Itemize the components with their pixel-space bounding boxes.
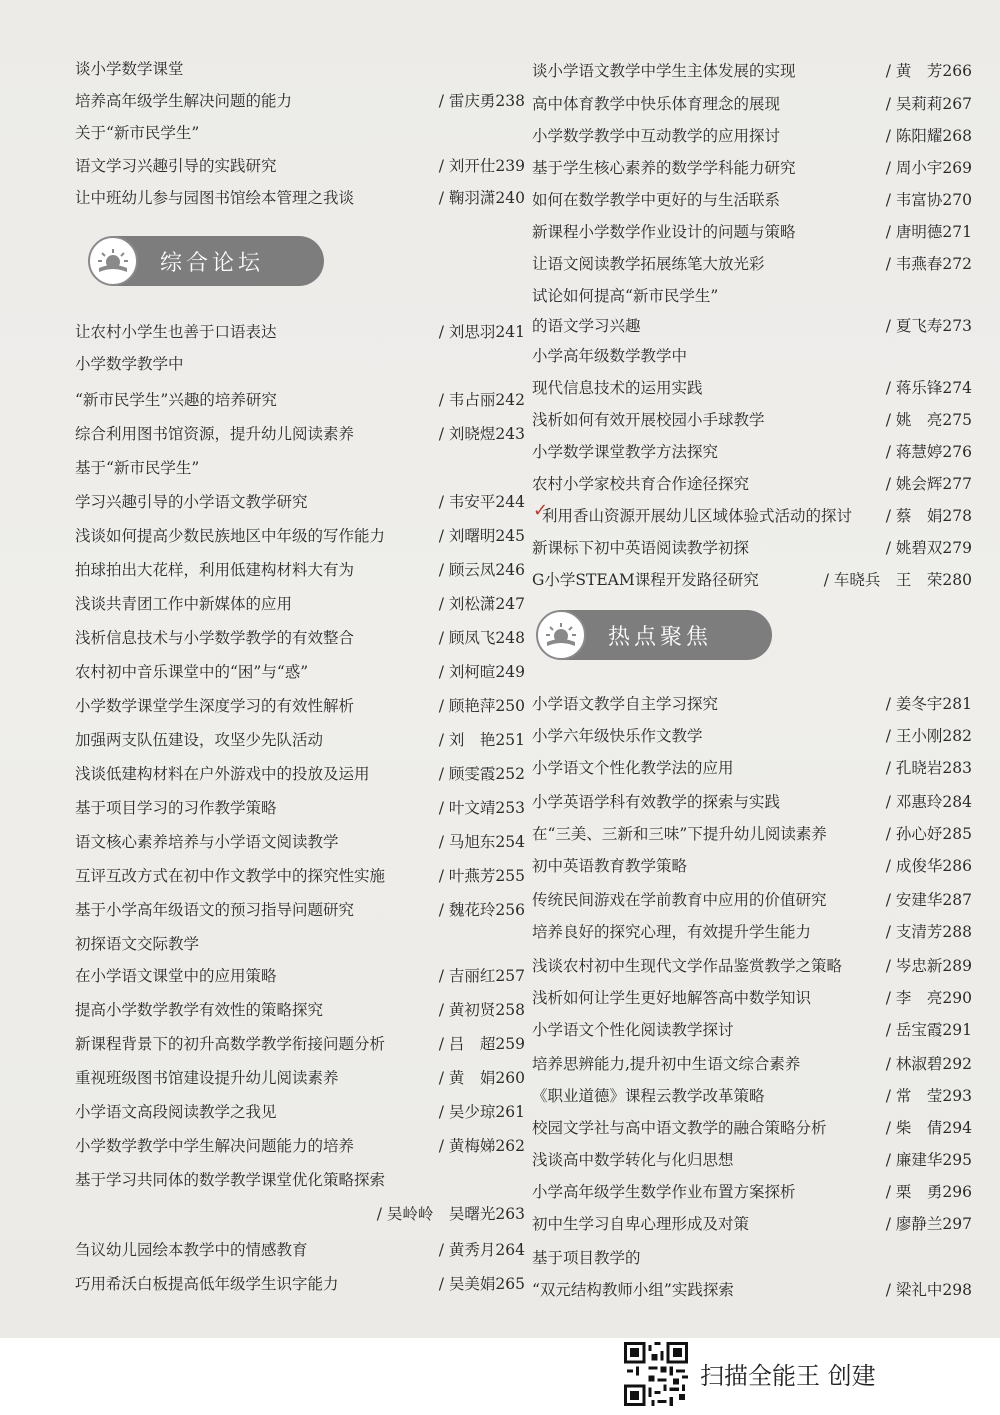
toc-entry — [75, 1268, 525, 1298]
entry-author-page: / 顾凤飞248 — [438, 629, 525, 647]
entry-title: 刍议幼儿园绘本教学中的情感教育 — [75, 1241, 308, 1259]
entry-author-page: / 韦燕春272 — [885, 255, 972, 273]
entry-title: 试论如何提高“新市民学生” — [532, 287, 719, 305]
entry-title: 让农村小学生也善于口语表达 — [75, 323, 277, 341]
entry-author-page: / 吉丽红257 — [438, 967, 525, 985]
toc-entry — [75, 150, 525, 180]
entry-title: 校园文学社与高中语文教学的融合策略分析 — [532, 1119, 827, 1137]
entry-title: 互评互改方式在初中作文教学中的探究性实施 — [75, 867, 386, 885]
entry-title: “新市民学生”兴趣的培养研究 — [75, 391, 277, 409]
entry-author-page: / 李 亮290 — [885, 989, 972, 1007]
entry-author-page: / 柴 倩294 — [885, 1119, 972, 1137]
toc-entry — [75, 1164, 525, 1194]
entry-title: 语文学习兴趣引导的实践研究 — [75, 157, 277, 175]
entry-author-page: / 周小宇269 — [885, 159, 972, 177]
entry-author-page: / 安建华287 — [885, 891, 972, 909]
toc-entry — [532, 310, 972, 340]
entry-title: 基于项目教学的 — [532, 1249, 641, 1267]
entry-title: 让中班幼儿参与园图书馆绘本管理之我谈 — [75, 189, 355, 207]
toc-entry — [532, 950, 972, 980]
check-mark: ✓ — [533, 500, 549, 521]
entry-author-page: / 韦占丽242 — [438, 391, 525, 409]
entry-author-page: / 黄 芳266 — [885, 62, 972, 80]
toc-entry — [532, 1080, 972, 1110]
toc-entry — [75, 1234, 525, 1264]
toc-entry — [532, 916, 972, 946]
entry-title: 小学高年级学生数学作业布置方案探析 — [532, 1183, 796, 1201]
entry-title: 重视班级图书馆建设提升幼儿阅读素养 — [75, 1069, 339, 1087]
entry-title: 综合利用图书馆资源，提升幼儿阅读素养 — [75, 425, 355, 443]
entry-title: 基于学习共同体的数学教学课堂优化策略探索 — [75, 1171, 386, 1189]
entry-title: 谈小学语文教学中学生主体发展的实现 — [532, 62, 796, 80]
toc-entry — [75, 960, 525, 990]
entry-title: 加强两支队伍建设，攻坚少先队活动 — [75, 731, 324, 749]
entry-author-page: / 顾雯霞252 — [438, 765, 525, 783]
entry-title: 初中生学习自卑心理形成及对策 — [532, 1215, 750, 1233]
entry-author-page: / 马旭东254 — [438, 833, 525, 851]
entry-author-page: / 夏飞寿273 — [885, 317, 972, 335]
entry-title: 小学数学课堂教学方法探究 — [532, 443, 719, 461]
entry-author-page: / 刘开仕239 — [438, 157, 525, 175]
entry-author-page: / 顾云凤246 — [438, 561, 525, 579]
entry-author-page: / 廉建华295 — [885, 1151, 972, 1169]
toc-entry — [75, 348, 525, 378]
entry-author-page: / 黄 娟260 — [438, 1069, 525, 1087]
toc-entry — [75, 894, 525, 924]
entry-title: 浅析如何让学生更好地解答高中数学知识 — [532, 989, 812, 1007]
entry-author-page: / 蔡 娟278 — [885, 507, 972, 525]
entry-title: 提高小学数学教学有效性的策略探究 — [75, 1001, 324, 1019]
entry-title: 小学数学教学中互动教学的应用探讨 — [532, 127, 781, 145]
entry-author-page: / 刘曙明245 — [438, 527, 525, 545]
entry-title: 浅析如何有效开展校园小手球教学 — [532, 411, 765, 429]
entry-author-page: / 蒋慧婷276 — [885, 443, 972, 461]
entry-author-page: / 姚会辉277 — [885, 475, 972, 493]
toc-entry — [75, 1062, 525, 1092]
entry-title: 基于小学高年级语文的预习指导问题研究 — [75, 901, 355, 919]
entry-title: 培养思辨能力,提升初中生语文综合素养 — [532, 1055, 801, 1073]
entry-title: 关于“新市民学生” — [75, 124, 200, 142]
entry-author-page: / 雷庆勇238 — [438, 92, 525, 110]
entry-author-page: / 岳宝霞291 — [885, 1021, 972, 1039]
toc-entry — [532, 88, 972, 118]
toc-entry — [532, 720, 972, 750]
entry-title: 巧用希沃白板提高低年级学生识字能力 — [75, 1275, 339, 1293]
entry-author-page: / 刘思羽241 — [438, 323, 525, 341]
scanner-watermark: 扫描全能王 创建 — [700, 1362, 876, 1390]
toc-entry — [75, 316, 525, 346]
entry-author-page: / 岑忠新289 — [885, 957, 972, 975]
entry-author-page: / 车晓兵 王 荣280 — [823, 571, 972, 589]
entry-title: 新课程背景下的初升高数学教学衔接问题分析 — [75, 1035, 386, 1053]
toc-entry — [532, 184, 972, 214]
entry-title: 《职业道德》课程云教学改革策略 — [532, 1087, 765, 1105]
entry-title: 如何在数学教学中更好的与生活联系 — [532, 191, 781, 209]
entry-title: 谈小学数学课堂 — [75, 60, 184, 78]
entry-title: 小学六年级快乐作文教学 — [532, 727, 703, 745]
entry-title: 小学语文个性化教学法的应用 — [532, 759, 734, 777]
toc-entry — [75, 588, 525, 618]
entry-author-page: / 蒋乐锋274 — [885, 379, 972, 397]
toc-entry — [532, 1144, 972, 1174]
entry-title: 新课程小学数学作业设计的问题与策略 — [532, 223, 796, 241]
toc-entry — [75, 182, 525, 212]
entry-author-page: / 姜冬宇281 — [885, 695, 972, 713]
toc-entry — [532, 1274, 972, 1304]
entry-title: 语文核心素养培养与小学语文阅读教学 — [75, 833, 339, 851]
toc-entry — [532, 120, 972, 150]
entry-author-page: / 支清芳288 — [885, 923, 972, 941]
entry-author-page: / 吴少琼261 — [438, 1103, 525, 1121]
entry-author-page: / 鞠羽潇240 — [438, 189, 525, 207]
entry-title: 小学语文个性化阅读教学探讨 — [532, 1021, 734, 1039]
toc-entry — [75, 53, 525, 83]
entry-author-page: / 成俊华286 — [885, 857, 972, 875]
toc-entry — [75, 554, 525, 584]
entry-title: 新课标下初中英语阅读教学初探 — [532, 539, 750, 557]
toc-entry — [532, 884, 972, 914]
entry-author-page: / 邓惠玲284 — [885, 793, 972, 811]
entry-author-page: / 刘松潇247 — [438, 595, 525, 613]
toc-entry — [75, 1028, 525, 1058]
entry-title: 小学语文教学自主学习探究 — [532, 695, 719, 713]
entry-author-page: / 魏花玲256 — [438, 901, 525, 919]
entry-title: G小学STEAM课程开发路径研究 — [532, 571, 759, 589]
toc-entry — [532, 55, 972, 85]
entry-title: 利用香山资源开展幼儿区域体验式活动的探讨 — [542, 507, 853, 525]
toc-entry — [75, 117, 525, 147]
entry-title: 小学高年级数学教学中 — [532, 347, 688, 365]
toc-entry — [532, 468, 972, 498]
toc-entry — [75, 928, 525, 958]
toc-entry — [75, 792, 525, 822]
entry-author-page: / 顾艳萍250 — [438, 697, 525, 715]
toc-entry — [532, 818, 972, 848]
entry-title: “双元结构教师小组”实践探索 — [532, 1281, 734, 1299]
entry-author-page: / 廖静兰297 — [885, 1215, 972, 1233]
toc-entry — [75, 758, 525, 788]
toc-entry — [532, 1014, 972, 1044]
toc-entry — [532, 1242, 972, 1272]
toc-entry — [75, 622, 525, 652]
entry-author-page: / 刘 艳251 — [438, 731, 525, 749]
entry-title: 拍球拍出大花样，利用低建构材料大有为 — [75, 561, 355, 579]
toc-entry — [532, 564, 972, 594]
section-banner-left — [92, 236, 324, 286]
entry-author-page: / 孙心妤285 — [885, 825, 972, 843]
entry-author-page: / 叶文靖253 — [438, 799, 525, 817]
entry-author-page: / 王小刚282 — [885, 727, 972, 745]
entry-author-page: / 黄梅娣262 — [438, 1137, 525, 1155]
entry-title: 的语文学习兴趣 — [532, 317, 641, 335]
entry-title: 农村初中音乐课堂中的“困”与“惑” — [75, 663, 309, 681]
entry-title: 初中英语教育教学策略 — [532, 857, 688, 875]
toc-entry — [75, 85, 525, 115]
entry-author-page: / 姚 亮275 — [885, 411, 972, 429]
entry-author-page: / 黄初贤258 — [438, 1001, 525, 1019]
entry-author-page: / 韦安平244 — [438, 493, 525, 511]
qr-code-icon — [624, 1342, 688, 1406]
entry-title: 浅谈如何提高少数民族地区中年级的写作能力 — [75, 527, 386, 545]
toc-entry — [75, 1096, 525, 1126]
entry-author-page: / 姚碧双279 — [885, 539, 972, 557]
entry-title: 初探语文交际教学 — [75, 935, 200, 953]
entry-title: 传统民间游戏在学前教育中应用的价值研究 — [532, 891, 827, 909]
entry-title: 浅谈低建构材料在户外游戏中的投放及运用 — [75, 765, 370, 783]
toc-entry — [75, 1130, 525, 1160]
entry-title: 基于项目学习的习作教学策略 — [75, 799, 277, 817]
toc-entry — [532, 216, 972, 246]
entry-author-page: / 梁礼中298 — [885, 1281, 972, 1299]
entry-title: 小学语文高段阅读教学之我见 — [75, 1103, 277, 1121]
entry-title: 现代信息技术的运用实践 — [532, 379, 703, 397]
toc-entry — [532, 404, 972, 434]
toc-entry — [532, 500, 972, 530]
entry-title: 让语文阅读教学拓展练笔大放光彩 — [532, 255, 765, 273]
section-title-left: 综合论坛 — [160, 250, 265, 276]
entry-title: 浅谈高中数学转化与化归思想 — [532, 1151, 734, 1169]
sun-book-icon — [88, 236, 138, 286]
entry-title: 在小学语文课堂中的应用策略 — [75, 967, 277, 985]
entry-author-page: / 林淑碧292 — [885, 1055, 972, 1073]
toc-entry — [532, 372, 972, 402]
entry-title: 农村小学家校共育合作途径探究 — [532, 475, 750, 493]
toc-entry — [75, 384, 525, 414]
toc-entry — [532, 982, 972, 1012]
entry-title: 学习兴趣引导的小学语文教学研究 — [75, 493, 308, 511]
entry-title: 小学数学教学中学生解决问题能力的培养 — [75, 1137, 355, 1155]
sun-book-icon — [536, 610, 586, 660]
section-title-right: 热点聚焦 — [608, 624, 713, 650]
toc-entry — [532, 152, 972, 182]
entry-title: 小学数学课堂学生深度学习的有效性解析 — [75, 697, 355, 715]
toc-entry — [532, 752, 972, 782]
toc-entry — [532, 786, 972, 816]
entry-title: 基于“新市民学生” — [75, 459, 200, 477]
entry-title: 在“三美、三新和三味”下提升幼儿阅读素养 — [532, 825, 827, 843]
entry-author-page: / 常 莹293 — [885, 1087, 972, 1105]
entry-author-page: / 陈阳耀268 — [885, 127, 972, 145]
entry-author-page: / 孔晓岩283 — [885, 759, 972, 777]
toc-entry — [75, 860, 525, 890]
toc-entry — [75, 656, 525, 686]
toc-entry — [532, 1112, 972, 1142]
entry-author-page: / 吕 超259 — [438, 1035, 525, 1053]
toc-entry — [532, 248, 972, 278]
entry-title: 小学英语学科有效教学的探索与实践 — [532, 793, 781, 811]
toc-entry — [75, 690, 525, 720]
toc-entry — [532, 850, 972, 880]
entry-author-page: / 吴莉莉267 — [885, 95, 972, 113]
toc-entry — [532, 280, 972, 310]
toc-entry — [532, 532, 972, 562]
toc-entry — [532, 436, 972, 466]
entry-title: 浅析信息技术与小学数学教学的有效整合 — [75, 629, 355, 647]
toc-entry — [532, 340, 972, 370]
toc-entry — [75, 486, 525, 516]
toc-entry — [532, 688, 972, 718]
toc-entry — [75, 826, 525, 856]
toc-entry — [532, 1176, 972, 1206]
entry-author-page: / 吴美娟265 — [438, 1275, 525, 1293]
entry-title: 培养高年级学生解决问题的能力 — [75, 92, 293, 110]
entry-title: 基于学生核心素养的数学学科能力研究 — [532, 159, 796, 177]
toc-entry — [532, 1048, 972, 1078]
entry-author-page: / 刘晓煜243 — [438, 425, 525, 443]
section-banner-right — [540, 610, 772, 660]
entry-title: 高中体育教学中快乐体育理念的展现 — [532, 95, 781, 113]
toc-entry — [75, 520, 525, 550]
entry-author-page: / 韦富协270 — [885, 191, 972, 209]
toc-entry — [532, 1208, 972, 1238]
entry-title: 浅谈共青团工作中新媒体的应用 — [75, 595, 293, 613]
toc-entry — [75, 452, 525, 482]
entry-title: 浅谈农村初中生现代文学作品鉴赏教学之策略 — [532, 957, 843, 975]
toc-entry — [75, 724, 525, 754]
toc-entry — [75, 994, 525, 1024]
entry-author-page: / 唐明德271 — [885, 223, 972, 241]
entry-title: 培养良好的探究心理，有效提升学生能力 — [532, 923, 812, 941]
entry-author-page: / 刘柯暄249 — [438, 663, 525, 681]
entry-title: 小学数学教学中 — [75, 355, 184, 373]
toc-entry — [75, 418, 525, 448]
toc-entry — [75, 1198, 525, 1228]
entry-author-page: / 栗 勇296 — [885, 1183, 972, 1201]
entry-author-page: / 黄秀月264 — [438, 1241, 525, 1259]
entry-author-page: / 吴岭岭 吴曙光263 — [376, 1205, 525, 1223]
entry-author-page: / 叶燕芳255 — [438, 867, 525, 885]
